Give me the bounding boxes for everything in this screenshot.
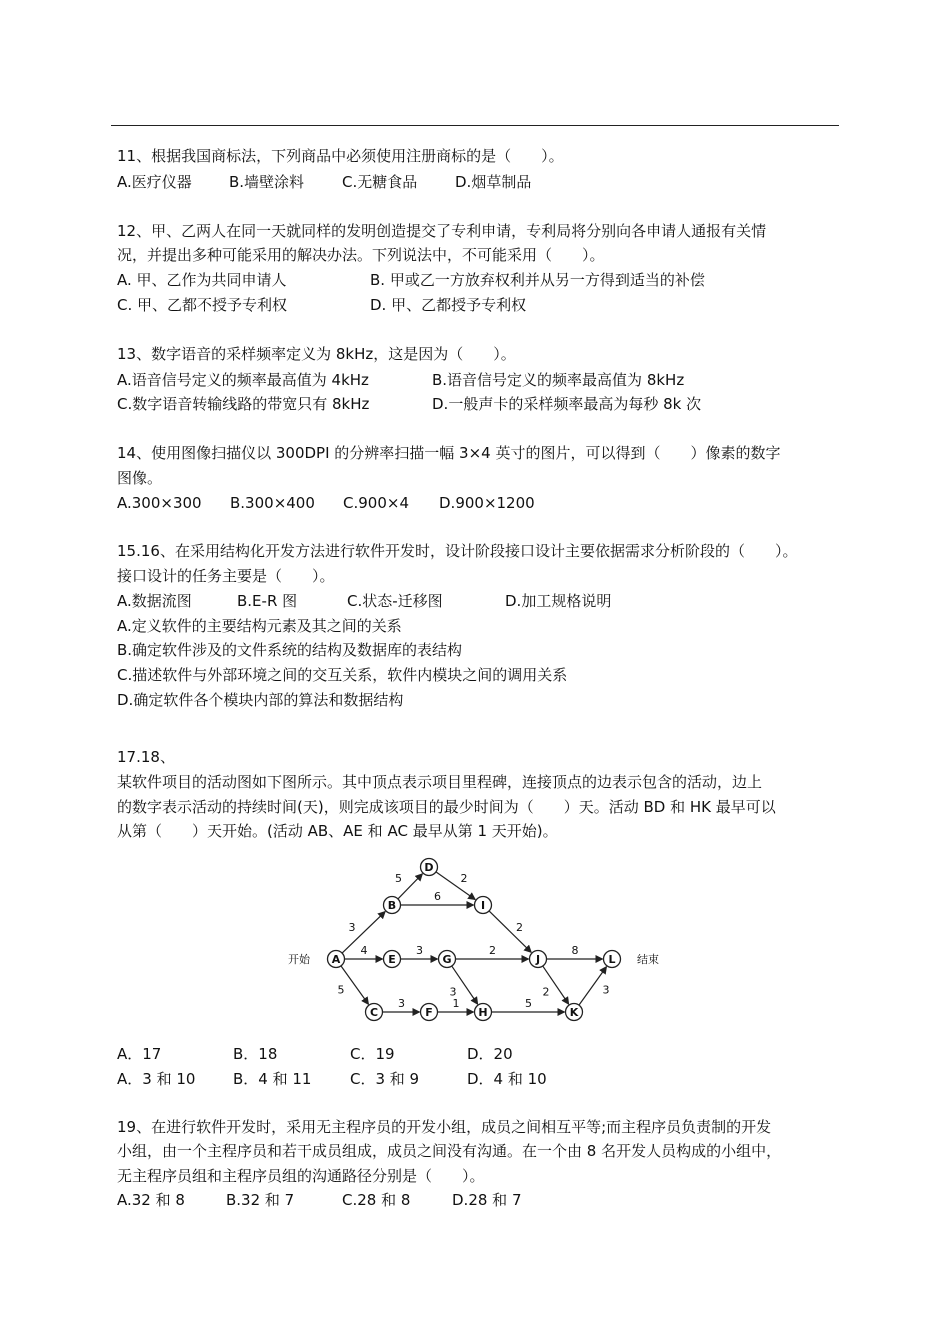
activity-network-diagram [286,857,664,1029]
node-label-d: D [424,861,434,874]
edge-label-bd: 5 [395,872,402,885]
q16-option-a: A.定义软件的主要结构元素及其之间的关系 [117,617,402,635]
node-label-g: G [442,953,452,966]
edge-label-ae: 4 [360,944,368,957]
q19-option-d: D.28 和 7 [452,1191,522,1209]
q15-option-a: A.数据流图 [117,592,192,610]
q19-option-b: B.32 和 7 [226,1191,295,1209]
q15-option-c: C.状态-迁移图 [347,592,443,610]
node-label-f: F [425,1006,433,1019]
edge-label-bi: 6 [434,890,441,903]
q15-stem-line-2: 接口设计的任务主要是（ ）。 [117,567,335,585]
edge-label-di: 2 [460,872,468,885]
q14-option-a: A.300×300 [117,494,202,512]
q16-option-d: D.确定软件各个模块内部的算法和数据结构 [117,691,404,709]
node-c [366,1004,383,1021]
q11-option-b: B.墙壁涂料 [229,173,305,191]
q13-option-d: D.一般声卡的采样频率最高为每秒 8k 次 [432,395,702,413]
edge-label-ij: 2 [516,921,523,934]
q19-option-c: C.28 和 8 [342,1191,411,1209]
q11-option-a: A.医疗仪器 [117,173,192,191]
q12-option-c: C. 甲、乙都不授予专利权 [117,296,288,314]
q19-option-a: A.32 和 8 [117,1191,185,1209]
q19-stem-line-3: 无主程序员组和主程序员组的沟通路径分别是（ ）。 [117,1167,485,1185]
node-label-b: B [387,899,397,912]
q17-stem-line-2: 的数字表示活动的持续时间(天)，则完成该项目的最少时间为（ ）天。活动 BD 和 HK 最早可以 [117,798,776,816]
edge-di [436,872,475,900]
q18-option-b: B．4 和 11 [233,1070,312,1088]
q17-option-a: A．17 [117,1045,162,1063]
node-h [475,1004,492,1021]
node-label-a: A [331,953,341,966]
edge-label-gh: 3 [449,985,457,999]
q17-option-c: C．19 [350,1045,395,1063]
edge-label-jl: 8 [571,944,579,957]
node-b [384,897,401,914]
node-k [566,1004,583,1021]
q17-stem-line-3: 从第（ ）天开始。(活动 AB、AE 和 AC 最早从第 1 天开始)。 [117,822,558,840]
node-e [384,951,401,968]
edge-ac [341,966,369,1004]
node-f [421,1004,438,1021]
node-label-i: I [480,899,486,912]
q15-stem-line-1: 15.16、在采用结构化开发方法进行软件开发时，设计阶段接口设计主要依据需求分析阶段的（ ）。 [117,542,798,560]
q15-option-b: B.E-R 图 [237,592,298,610]
q14-option-c: C.900×4 [343,494,409,512]
node-label-l: L [608,953,616,966]
q13-option-b: B.语音信号定义的频率最高值为 8kHz [432,371,685,389]
node-d [421,859,438,876]
q13-stem: 13、数字语音的采样频率定义为 8kHz，这是因为（ ）。 [117,345,516,363]
diagram-edges [338,872,610,1012]
diagram-end-label: 结束 [637,953,659,966]
q16-option-c: C.描述软件与外部环境之间的交互关系，软件内模块之间的调用关系 [117,666,568,684]
q17-option-b: B．18 [233,1045,278,1063]
q12-option-d: D. 甲、乙都授予专利权 [370,296,527,314]
diagram-nodes [328,859,621,1021]
node-label-h: H [478,1006,488,1019]
q19-stem-line-2: 小组，由一个主程序员和若干成员组成，成员之间没有沟通。在一个由 8 名开发人员构成的小组中， [117,1142,782,1160]
q17-stem-line-1: 某软件项目的活动图如下图所示。其中顶点表示项目里程碑，连接顶点的边表示包含的活动，边上 [117,773,763,791]
q19-stem-line-1: 19、在进行软件开发时，采用无主程序员的开发小组，成员之间相互平等;而主程序员负责制的开发 [117,1118,772,1136]
q15-option-d: D.加工规格说明 [505,592,612,610]
q14-stem-line-1: 14、使用图像扫描仪以 300DPI 的分辨率扫描一幅 3×4 英寸的图片，可以得到（ ）像素的数字 [117,444,781,462]
q14-option-d: D.900×1200 [439,494,535,512]
node-label-e: E [388,953,396,966]
node-l [604,951,621,968]
edge-label-ac: 5 [337,983,345,997]
q18-option-c: C．3 和 9 [350,1070,420,1088]
diagram-start-label: 开始 [288,953,310,966]
edge-label-hk: 5 [525,997,532,1010]
header-rule [111,125,839,126]
node-g [439,951,456,968]
q11-option-d: D.烟草制品 [455,173,532,191]
q18-option-d: D．4 和 10 [467,1070,547,1088]
edge-label-eg: 3 [416,944,423,957]
q14-stem-line-2: 图像。 [117,469,163,487]
q14-option-b: B.300×400 [230,494,315,512]
q13-option-c: C.数字语音转输线路的带宽只有 8kHz [117,395,370,413]
edge-label-gj: 2 [489,944,496,957]
q12-stem-line-1: 12、甲、乙两人在同一天就同样的发明创造提交了专利申请，专利局将分别向各申请人通报有关情 [117,222,767,240]
node-label-c: C [369,1006,379,1019]
node-label-j: J [535,953,541,966]
q12-option-a: A. 甲、乙作为共同申请人 [117,271,287,289]
node-i [475,897,492,914]
q12-option-b: B. 甲或乙一方放弃权利并从另一方得到适当的补偿 [370,271,705,289]
node-j [530,951,547,968]
edge-label-kl: 3 [602,983,610,997]
q18-option-a: A．3 和 10 [117,1070,196,1088]
q16-option-b: B.确定软件涉及的文件系统的结构及数据库的表结构 [117,641,463,659]
node-a [328,951,345,968]
node-label-k: K [569,1006,579,1019]
q12-stem-line-2: 况，并提出多种可能采用的解决办法。下列说法中，不可能采用（ ）。 [117,246,605,264]
edge-label-cf: 3 [398,997,405,1010]
q11-option-c: C.无糖食品 [342,173,418,191]
edge-label-fh: 1 [452,997,460,1010]
q11-stem: 11、根据我国商标法，下列商品中必须使用注册商标的是（ ）。 [117,147,564,165]
q17-number: 17.18、 [117,748,175,766]
edge-label-ab: 3 [348,921,356,934]
edge-label-jk: 2 [542,985,550,999]
q17-option-d: D．20 [467,1045,513,1063]
q13-option-a: A.语音信号定义的频率最高值为 4kHz [117,371,369,389]
